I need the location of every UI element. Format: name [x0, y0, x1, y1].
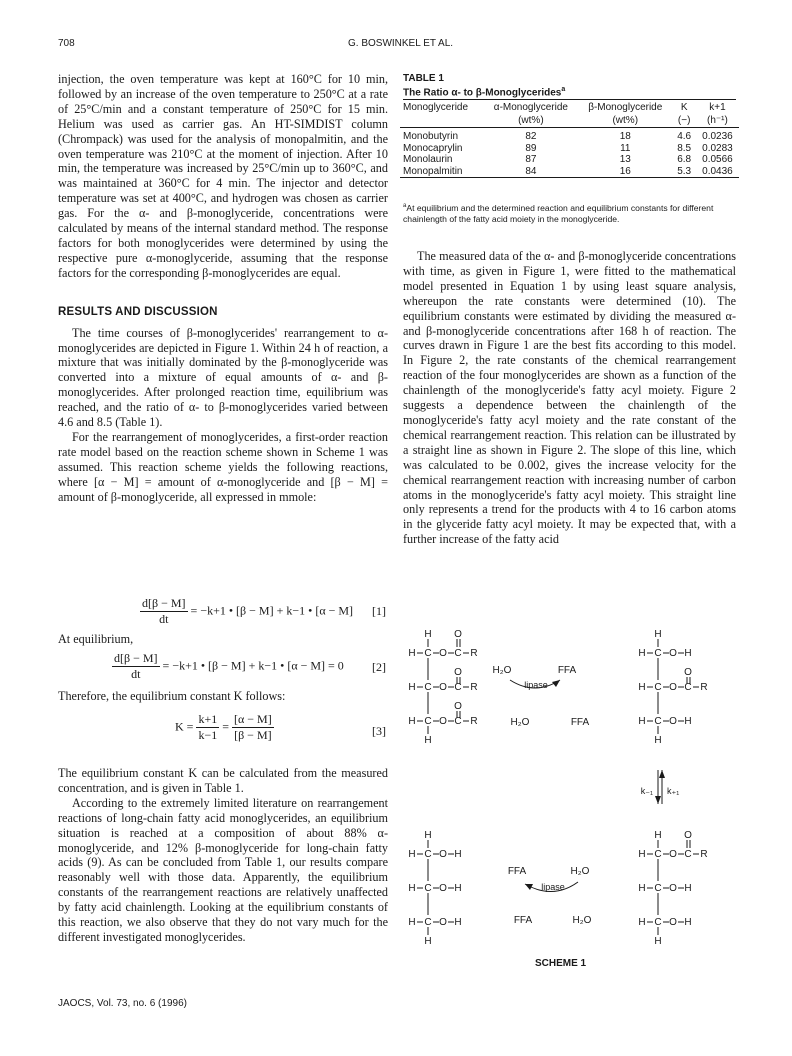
- atom-c: C: [424, 849, 432, 860]
- table-1: [400, 101, 739, 178]
- atom-r: R: [470, 682, 478, 693]
- atom-h: H: [408, 849, 416, 860]
- eq2-numerator: d[β − M]: [114, 651, 158, 665]
- col-header-beta: β-Monoglyceride: [588, 102, 663, 113]
- eq3-lhs: K =: [175, 719, 194, 734]
- atom-h: H: [638, 917, 646, 928]
- atom-h: H: [454, 849, 462, 860]
- left-column: [58, 72, 388, 504]
- atom-h: H: [684, 716, 692, 727]
- atom-o: O: [454, 701, 462, 712]
- journal-footer: JAOCS, Vol. 73, no. 6 (1996): [58, 998, 187, 1009]
- atom-c: C: [424, 917, 432, 928]
- atom-r: R: [470, 716, 478, 727]
- eq3-label: [3]: [372, 724, 386, 738]
- atom-h: H: [684, 917, 692, 928]
- atom-o: O: [439, 682, 447, 693]
- atom-h: H: [638, 849, 646, 860]
- col-header-alpha: α-Monoglyceride: [493, 102, 568, 113]
- page-number: 708: [58, 38, 75, 49]
- atom-c: C: [654, 682, 662, 693]
- paragraph-k-calc: The equilibrium constant K can be calculated from the measured concentration, and is given in Table 1.: [58, 766, 388, 795]
- atom-c: C: [424, 716, 432, 727]
- alpha-monoglyceride-structure: [638, 629, 707, 746]
- table-top-rule: [403, 99, 736, 100]
- atom-o: O: [454, 629, 462, 640]
- table-cell: Monobutyrin: [403, 131, 459, 142]
- table-cell: 84: [525, 165, 537, 177]
- left-column-bottom: [58, 766, 388, 945]
- atom-c: C: [424, 682, 432, 693]
- col-unit-alpha: (wt%): [518, 115, 544, 126]
- eq3-fraction-conc: [232, 712, 274, 743]
- at-equilibrium-text: At equilibrium,: [58, 632, 134, 646]
- atom-c: C: [654, 883, 662, 894]
- atom-h: H: [654, 629, 662, 640]
- atom-h: H: [654, 936, 662, 947]
- table-header-row: [400, 101, 739, 114]
- therefore-text: Therefore, the equilibrium constant K follows:: [58, 689, 286, 703]
- table-cell: 87: [525, 154, 537, 165]
- atom-c: C: [654, 917, 662, 928]
- equilibrium-arrows: [641, 770, 680, 804]
- eq3-k-minus: k−1: [198, 728, 218, 742]
- water-label: H₂O: [492, 665, 512, 676]
- atom-c: C: [424, 883, 432, 894]
- atom-c: C: [454, 648, 462, 659]
- atom-c: C: [684, 682, 692, 693]
- eq3-equals: =: [222, 719, 229, 734]
- atom-h: H: [638, 716, 646, 727]
- lipase-arrow-bottom: [508, 866, 592, 926]
- eq3-beta: [β − M]: [234, 728, 272, 742]
- table-cell: 4.6: [677, 131, 692, 142]
- table-footnote-text: At equilibrium and the determined reaction and equilibrium constants for different chainlength of the fatty acid moiety in the monoglyceride.: [403, 202, 714, 224]
- table-cell: 6.8: [677, 154, 692, 165]
- table-row: [400, 143, 739, 155]
- atom-h: H: [408, 648, 416, 659]
- eq2-denominator: dt: [131, 667, 141, 681]
- col-header-kplus: k+1: [709, 102, 726, 113]
- paragraph-results-1: The time courses of β-monoglycerides' rearrangement to α-monoglycerides are depicted in Figure 1. Within 24 h of reaction, a mixture that was initially dominated by the β-monoglyceride was converted into a mixture of equal amounts of α- and β-monoglycerides. After prolonged reaction time, equilibrium was reached, and the ratio of α- to β-monoglycerides varied between 4.6 and 8.5 (Table 1).: [58, 325, 388, 430]
- atom-h: H: [654, 830, 662, 841]
- paragraph-results-2: For the rearrangement of monoglycerides, a first-order reaction rate model based on the reaction scheme shown in Scheme 1 was assumed. This reaction scheme yields the following reactions, where [α − M] = amount of α-monoglyceride and [β − M] = amount of β-monoglyceride, all expressed in mmole:: [58, 429, 388, 504]
- atom-c: C: [684, 849, 692, 860]
- atom-h: H: [424, 830, 432, 841]
- table-label: TABLE 1: [403, 73, 444, 84]
- ffa-label: FFA: [557, 665, 577, 676]
- atom-c: C: [654, 716, 662, 727]
- atom-h: H: [638, 648, 646, 659]
- atom-c: C: [654, 849, 662, 860]
- atom-o: O: [669, 716, 677, 727]
- eq1-denominator: dt: [159, 612, 169, 626]
- water-label: H₂O: [572, 915, 592, 926]
- table-row: [400, 166, 739, 178]
- table-cell: 0.0236: [702, 131, 733, 142]
- atom-o: O: [439, 917, 447, 928]
- atom-o: O: [669, 917, 677, 928]
- paragraph-rate-constants: The measured data of the α- and β-monoglyceride concentrations with time, as given in Figure 1, were fitted to the mathematical model presented in Equation 1 by using least square analysis, whereupon the rate constants were determined (10). The equilibrium constants were estimated by dividing the measured α- and β-monoglyceride concentrations after 168 h of reaction. The curves drawn in Figure 1 are the best fits according to this model. In Figure 2, the rate constants of the chemical rearrangement reaction of the four monoglycerides are shown as a function of the chainlength of the monoglyceride's fatty acyl moiety. Figure 2 suggests a dependence between the chainlength of the monoglyceride's fatty acyl moiety and the rate constant of the chemical rearrangement reaction. This relation can be illustrated by a straight line as shown in Figure 2. The slope of this line, which was calculated to be 0.002, gives the increase velocity for the chemical rearrangement reaction with increasing number of carbon atoms in the monoglyceride's fatty acyl moiety. This straight line only represents a trend for the products with 4 to 16 carbon atoms in the glyceride fatty acyl moiety. It may be expected that, with a further increase of the fatty acid: [403, 249, 736, 547]
- table-units-row: [400, 114, 739, 128]
- atom-h: H: [684, 648, 692, 659]
- paragraph-methods: injection, the oven temperature was kept at 160°C for 10 min, followed by an increase of the oven temperature to 250°C at a rate of 25°C/min and a constant temperature of 250°C for 15 min. Helium was used as carrier gas. An HT-SIMDIST column (Chrompack) was used for the analysis of monopalmitin, and the oven temperature was 210°C at the moment of injection. After 10 min, the temperature was increased by 25°C/min up to 360°C, and was maintained at 360°C for 4 min. The injector and detector temperature was set at 400°C, and hydrogen was chosen as carrier gas. For the α- and β-monoglyceride, concentrations were calculated by means of the internal standard method. The response factors for both monoglycerides were determined by using the respective pure α-monoglyceride, assuming that the response factors for the corresponding β-monoglycerides are equal.: [58, 72, 388, 280]
- table-title: [403, 86, 565, 98]
- scheme-label: SCHEME 1: [535, 958, 587, 969]
- table-cell: 18: [619, 131, 631, 142]
- col-unit-k: (−): [677, 115, 691, 126]
- atom-h: H: [684, 883, 692, 894]
- atom-c: C: [454, 716, 462, 727]
- atom-o: O: [684, 667, 692, 678]
- atom-o: O: [669, 682, 677, 693]
- equation-1: [140, 596, 353, 627]
- eq3-alpha: [α − M]: [234, 712, 272, 726]
- eq1-label: [1]: [372, 604, 386, 618]
- atom-h: H: [454, 883, 462, 894]
- eq3-k-plus: k+1: [198, 712, 218, 726]
- atom-o: O: [439, 648, 447, 659]
- table-cell: 0.0436: [702, 165, 733, 177]
- table-cell: 5.3: [677, 165, 692, 177]
- table-cell: 13: [619, 154, 631, 165]
- table-footnote-mark: a: [403, 203, 407, 209]
- col-unit-kplus: (h⁻¹): [707, 115, 728, 126]
- atom-h: H: [408, 716, 416, 727]
- ffa-label: FFA: [570, 717, 590, 728]
- atom-h: H: [408, 682, 416, 693]
- atom-r: R: [700, 682, 708, 693]
- table-cell: Monolaurin: [403, 154, 453, 165]
- table-cell: 11: [620, 142, 631, 154]
- eq1-numerator: d[β − M]: [142, 596, 186, 610]
- atom-h: H: [638, 883, 646, 894]
- lipase-arrow-top: [493, 665, 590, 728]
- atom-h: H: [408, 917, 416, 928]
- right-column: [403, 249, 736, 547]
- atom-o: O: [669, 883, 677, 894]
- water-label: H₂O: [570, 866, 590, 877]
- atom-o: O: [669, 648, 677, 659]
- atom-r: R: [470, 648, 478, 659]
- paragraph-literature: According to the extremely limited literature on rearrangement reactions of long-chain fatty acid monoglycerides, an equilibrium situation is reached at a composition of about 88% α-monoglyceride, and 12% β-monoglyceride for long-chain fatty acids (9). As can be concluded from Table 1, our results compare reasonably well with those data. Apparently, the equilibrium constants of the rearrangement reactions are relatively unaffected by fatty acid chainlength. Looking at the equilibrium constants of this reaction, we also observe that they do not vary much for the different investigated monoglycerides.: [58, 795, 388, 944]
- water-label: H₂O: [510, 717, 530, 728]
- atom-o: O: [439, 849, 447, 860]
- atom-c: C: [654, 648, 662, 659]
- col-header-k: K: [680, 102, 688, 113]
- atom-o: O: [454, 667, 462, 678]
- beta-monoglyceride-structure: [638, 830, 707, 947]
- atom-o: O: [669, 849, 677, 860]
- table-title-text: The Ratio α- to β-Monoglycerides: [403, 87, 562, 99]
- eq2-fraction: [112, 651, 160, 682]
- scheme-1-diagram: [400, 628, 740, 968]
- table-cell: 8.5: [677, 142, 692, 154]
- table-cell: 16: [619, 165, 631, 177]
- atom-h: H: [424, 735, 432, 746]
- atom-h: H: [408, 883, 416, 894]
- atom-h: H: [424, 629, 432, 640]
- running-head: G. BOSWINKEL ET AL.: [348, 38, 454, 49]
- table-row: [400, 154, 739, 166]
- atom-r: R: [700, 849, 708, 860]
- atom-o: O: [684, 830, 692, 841]
- lipase-label: lipase: [541, 882, 565, 892]
- col-unit-0: [400, 114, 484, 128]
- section-heading: RESULTS AND DISCUSSION: [58, 305, 218, 318]
- atom-o: O: [439, 716, 447, 727]
- triglyceride-structure: [408, 629, 477, 746]
- table-cell: 89: [525, 142, 537, 154]
- table-cell: Monopalmitin: [403, 165, 463, 177]
- table-cell: Monocaprylin: [403, 142, 463, 154]
- k-minus-label: k₋₁: [640, 786, 653, 796]
- col-unit-beta: (wt%): [612, 115, 639, 126]
- equation-2: [112, 651, 344, 682]
- table-cell: 0.0566: [702, 154, 733, 165]
- atom-c: C: [424, 648, 432, 659]
- eq2-rhs: = −k+1 • [β − M] + k−1 • [α − M] = 0: [162, 658, 344, 673]
- table-cell: 82: [525, 131, 537, 142]
- atom-h: H: [424, 936, 432, 947]
- ffa-label: FFA: [507, 866, 527, 877]
- col-header-monoglyceride: Monoglyceride: [403, 102, 469, 113]
- atom-h: H: [454, 917, 462, 928]
- atom-h: H: [654, 735, 662, 746]
- eq1-rhs: = −k+1 • [β − M] + k−1 • [α − M]: [190, 603, 354, 618]
- equation-3: [175, 712, 274, 743]
- table-footnote: [403, 201, 737, 225]
- lipase-label: lipase: [524, 680, 548, 690]
- eq2-label: [2]: [372, 660, 386, 674]
- atom-o: O: [439, 883, 447, 894]
- glycerol-structure: [408, 830, 461, 947]
- table-cell: 0.0283: [702, 142, 733, 154]
- table-title-sup: a: [561, 86, 566, 93]
- atom-h: H: [638, 682, 646, 693]
- ffa-label: FFA: [513, 915, 533, 926]
- eq3-fraction-k: [196, 712, 219, 743]
- atom-c: C: [454, 682, 462, 693]
- table-row: [400, 128, 739, 143]
- k-plus-label: k₊₁: [667, 786, 680, 796]
- eq1-fraction: [140, 596, 188, 627]
